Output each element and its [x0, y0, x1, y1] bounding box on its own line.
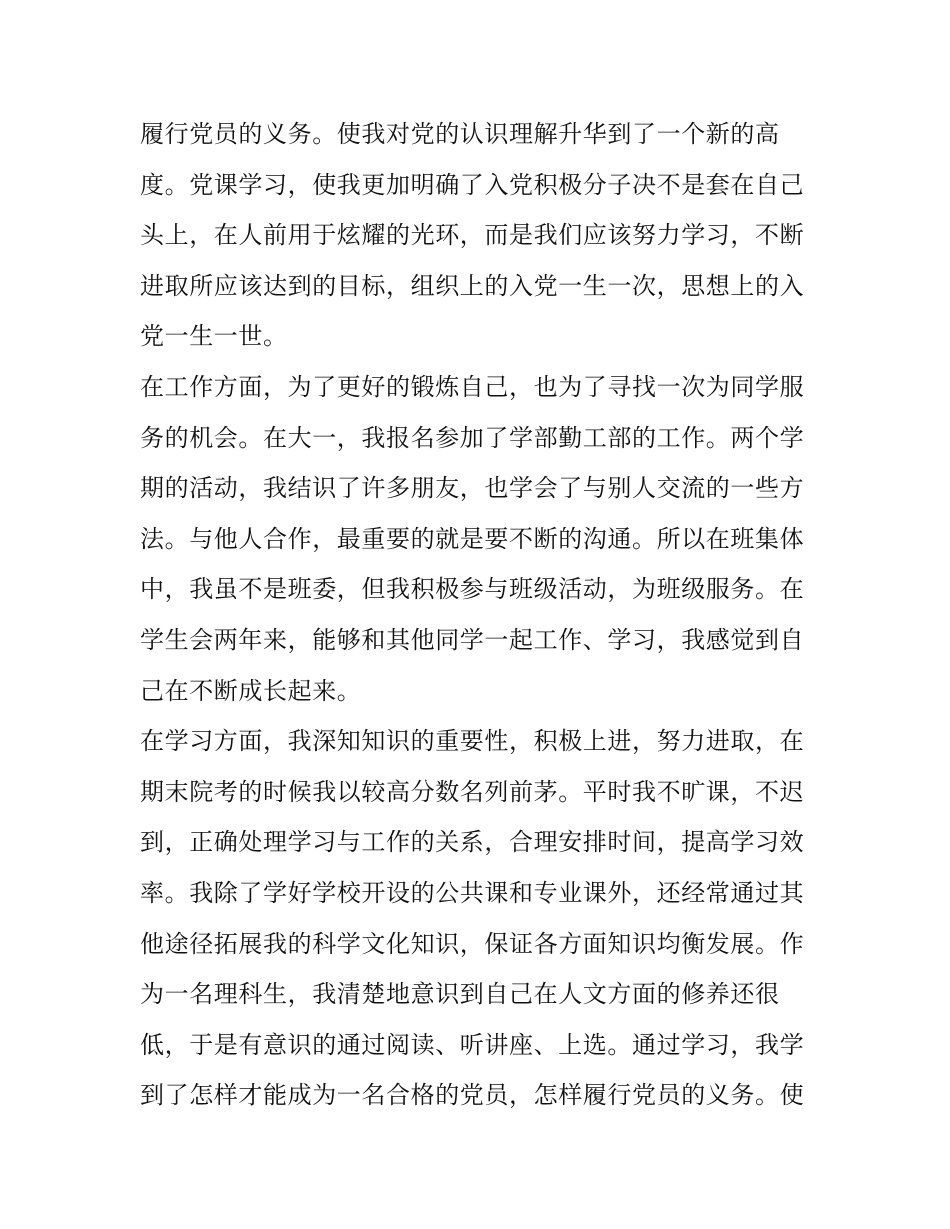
- text-line: 期的活动，我结识了许多朋友，也学会了与别人交流的一些方: [140, 474, 805, 503]
- text-line: 在工作方面，为了更好的锻炼自己，也为了寻找一次为同学服: [140, 372, 805, 401]
- text-line: 中，我虽不是班委，但我积极参与班级活动，为班级服务。在: [140, 575, 805, 604]
- text-line: 他途径拓展我的科学文化知识，保证各方面知识均衡发展。作: [140, 929, 805, 958]
- text-line: 履行党员的义务。使我对党的认识理解升华到了一个新的高: [140, 120, 780, 148]
- body-text: [140, 109, 820, 1121]
- text-line: 在学习方面，我深知知识的重要性，积极上进，努力进取，在: [140, 727, 805, 756]
- text-line: 期末院考的时候我以较高分数名列前茅。平时我不旷课，不迟: [140, 777, 805, 806]
- text-line: 度。党课学习，使我更加明确了入党积极分子决不是套在自己: [140, 170, 805, 199]
- text-line: 到，正确处理学习与工作的关系，合理安排时间，提高学习效: [140, 828, 805, 857]
- text-line: 头上，在人前用于炫耀的光环，而是我们应该努力学习，不断: [140, 221, 805, 250]
- text-line: 进取所应该达到的目标，组织上的入党一生一次，思想上的入: [140, 271, 805, 300]
- text-line: 学生会两年来，能够和其他同学一起工作、学习，我感觉到自: [140, 625, 805, 654]
- text-line: 法。与他人合作，最重要的就是要不断的沟通。所以在班集体: [140, 524, 805, 553]
- text-line: 到了怎样才能成为一名合格的党员，怎样履行党员的义务。使: [140, 1081, 805, 1110]
- text-line: 务的机会。在大一，我报名参加了学部勤工部的工作。两个学: [140, 423, 805, 452]
- text-line: 为一名理科生，我清楚地意识到自己在人文方面的修养还很: [140, 980, 780, 1009]
- text-line: 党一生一世。: [140, 322, 288, 351]
- text-line: 己在不断成长起来。: [140, 676, 362, 705]
- text-line: 率。我除了学好学校开设的公共课和专业课外，还经常通过其: [140, 878, 805, 907]
- text-line: 低，于是有意识的通过阅读、听讲座、上选。通过学习，我学: [140, 1030, 805, 1059]
